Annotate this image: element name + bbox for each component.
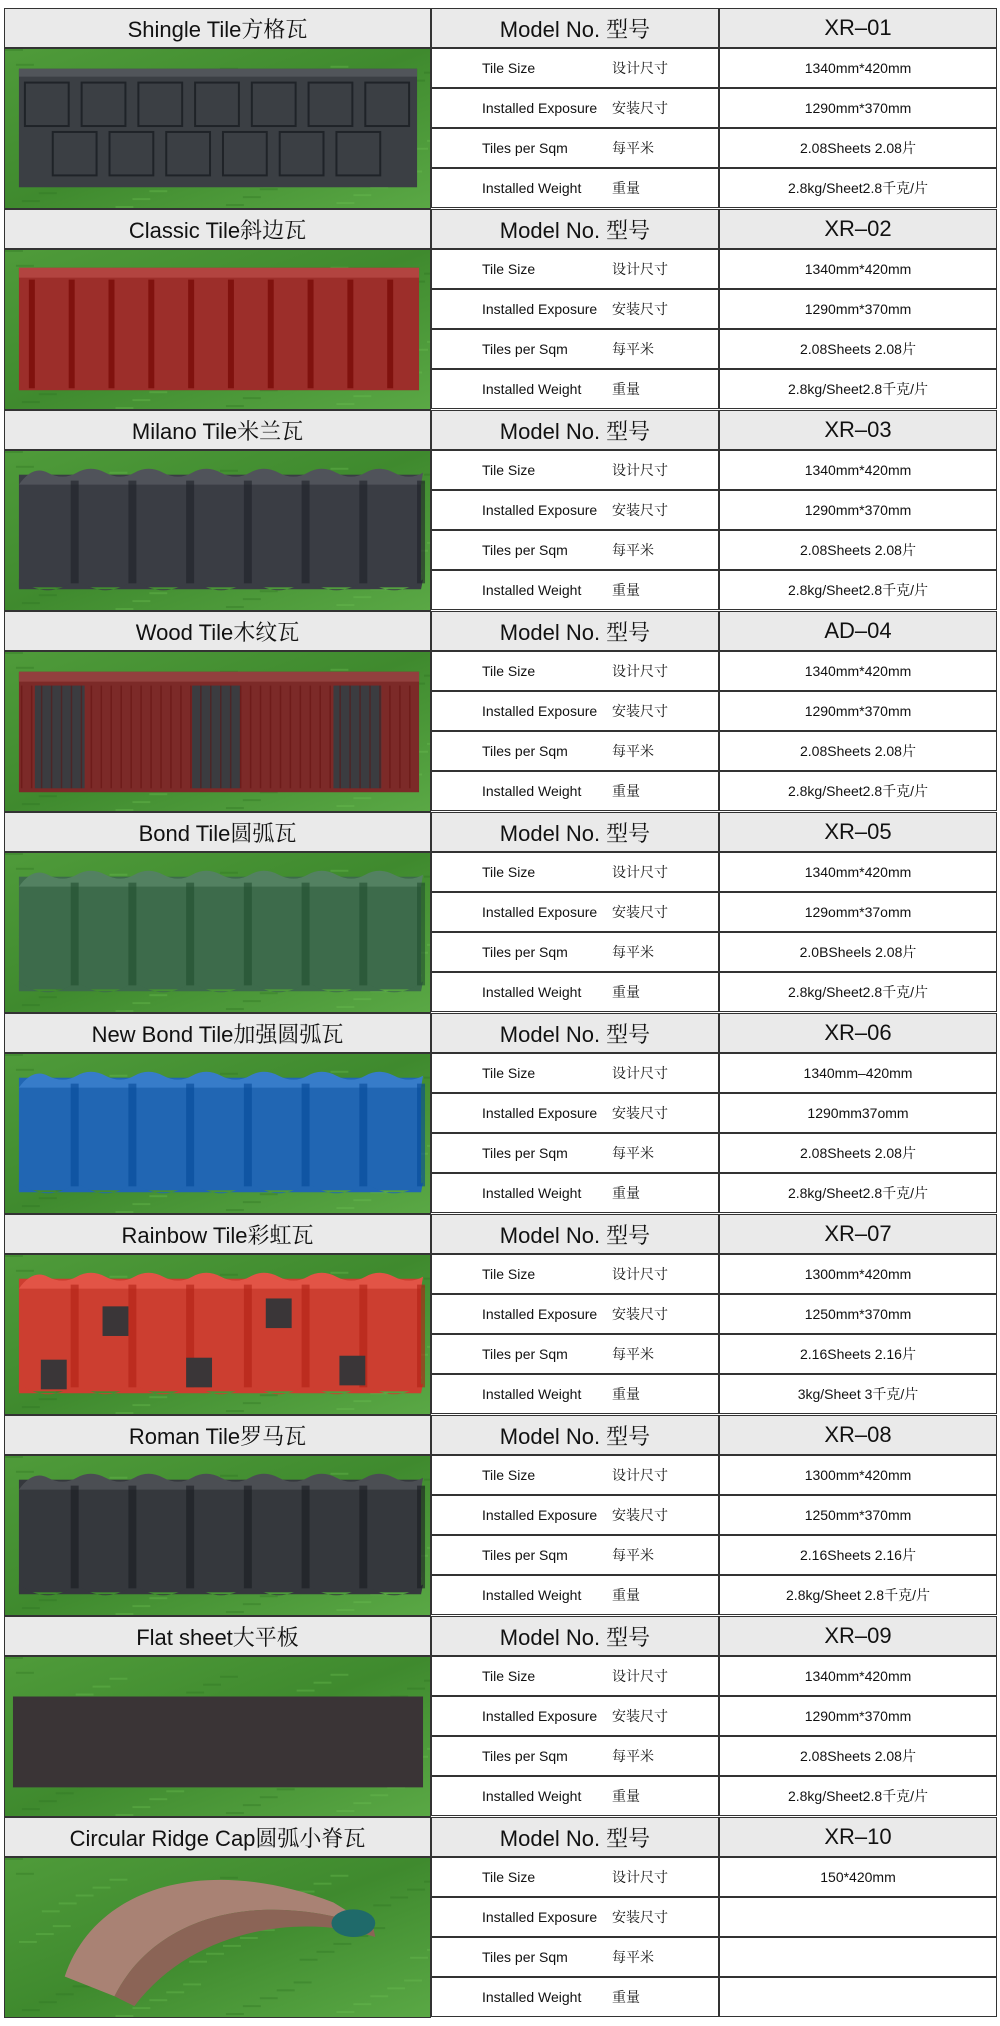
- spec-label: [431, 490, 719, 530]
- spec-value: 2.08Sheets 2.08片: [719, 1736, 997, 1776]
- spec-label: [431, 1977, 719, 2017]
- product-name: Wood Tile木纹瓦: [4, 611, 431, 651]
- spec-label-en: Tiles per Sqm: [482, 1949, 568, 1965]
- spec-label-en: Installed Weight: [482, 1989, 582, 2005]
- spec-label-en: Tile Size: [482, 1065, 536, 1081]
- spec-label-en: Installed Weight: [482, 1386, 582, 1402]
- model-number: XR–06: [719, 1013, 997, 1053]
- model-number: XR–01: [719, 8, 997, 48]
- spec-value: 1340mm*420mm: [719, 48, 997, 88]
- model-number: XR–03: [719, 410, 997, 450]
- product-name: Circular Ridge Cap圆弧小脊瓦: [4, 1817, 431, 1857]
- spec-label: [431, 1294, 719, 1334]
- spec-label-cn: 重量: [612, 1788, 640, 1804]
- model-number: AD–04: [719, 611, 997, 651]
- spec-label: [431, 128, 719, 168]
- spec-value: 2.08Sheets 2.08片: [719, 530, 997, 570]
- spec-label-en: Tiles per Sqm: [482, 1145, 568, 1161]
- spec-label-cn: 安装尺寸: [612, 1306, 668, 1322]
- spec-label: [431, 329, 719, 369]
- spec-value: 2.8kg/Sheet 2.8千克/片: [719, 1575, 997, 1615]
- spec-label-cn: 重量: [612, 984, 640, 1000]
- product-block: [4, 209, 997, 410]
- spec-label: [431, 1173, 719, 1213]
- spec-label-en: Tiles per Sqm: [482, 1748, 568, 1764]
- tile-photo: [4, 1254, 431, 1415]
- tile-photo: [4, 651, 431, 812]
- tile-image: [19, 69, 417, 188]
- spec-label: [431, 1374, 719, 1414]
- spec-label-cn: 安装尺寸: [612, 301, 668, 317]
- tile-image: [19, 1273, 425, 1394]
- spec-label-cn: 重量: [612, 1989, 640, 2005]
- spec-label-en: Tiles per Sqm: [482, 1346, 568, 1362]
- spec-label-cn: 重量: [612, 180, 640, 196]
- spec-value: 3kg/Sheet 3千克/片: [719, 1374, 997, 1414]
- tile-photo: [4, 1053, 431, 1214]
- spec-label: [431, 1736, 719, 1776]
- spec-label-cn: 每平米: [612, 743, 654, 759]
- spec-value: 2.8kg/Sheet2.8千克/片: [719, 168, 997, 208]
- spec-value: 2.08Sheets 2.08片: [719, 731, 997, 771]
- spec-label-cn: 每平米: [612, 341, 654, 357]
- spec-label: [431, 1093, 719, 1133]
- model-label: Model No. 型号: [431, 1415, 719, 1455]
- model-label: Model No. 型号: [431, 410, 719, 450]
- spec-label-en: Tile Size: [482, 1467, 536, 1483]
- spec-label: [431, 1696, 719, 1736]
- spec-label-en: Tile Size: [482, 1266, 536, 1282]
- spec-value: 1250mm*370mm: [719, 1495, 997, 1535]
- spec-label-en: Tile Size: [482, 663, 536, 679]
- spec-label-cn: 安装尺寸: [612, 904, 668, 920]
- product-block: [4, 812, 997, 1013]
- spec-value: 1300mm*420mm: [719, 1455, 997, 1495]
- spec-value: 2.0BSheels 2.08片: [719, 932, 997, 972]
- product-block: [4, 1616, 997, 1817]
- spec-label: [431, 1535, 719, 1575]
- tile-photo: [4, 450, 431, 611]
- spec-label-cn: 重量: [612, 1386, 640, 1402]
- spec-label: [431, 1455, 719, 1495]
- model-label: Model No. 型号: [431, 8, 719, 48]
- spec-label: [431, 852, 719, 892]
- tile-photo: [4, 1857, 431, 2018]
- spec-label-en: Installed Weight: [482, 1788, 582, 1804]
- spec-label-cn: 设计尺寸: [612, 1467, 668, 1483]
- product-block: [4, 1013, 997, 1214]
- product-name: Roman Tile罗马瓦: [4, 1415, 431, 1455]
- model-label: Model No. 型号: [431, 1817, 719, 1857]
- spec-label-cn: 安装尺寸: [612, 502, 668, 518]
- spec-label-en: Tiles per Sqm: [482, 944, 568, 960]
- spec-value: 2.16Sheets 2.16片: [719, 1334, 997, 1374]
- spec-label: [431, 1254, 719, 1294]
- spec-label: [431, 168, 719, 208]
- spec-label-en: Installed Weight: [482, 582, 582, 598]
- spec-value: 1340mm*420mm: [719, 852, 997, 892]
- spec-value: 2.08Sheets 2.08片: [719, 329, 997, 369]
- spec-label-cn: 设计尺寸: [612, 1065, 668, 1081]
- spec-label-cn: 安装尺寸: [612, 1708, 668, 1724]
- spec-label-cn: 安装尺寸: [612, 100, 668, 116]
- spec-label-en: Installed Weight: [482, 783, 582, 799]
- spec-label: [431, 369, 719, 409]
- product-name: Flat sheet大平板: [4, 1616, 431, 1656]
- spec-label-cn: 安装尺寸: [612, 1507, 668, 1523]
- spec-label: [431, 1133, 719, 1173]
- spec-label: [431, 289, 719, 329]
- spec-value: 1340mm*420mm: [719, 450, 997, 490]
- spec-label-en: Installed Weight: [482, 1185, 582, 1201]
- spec-label-en: Tiles per Sqm: [482, 542, 568, 558]
- spec-label-en: Tiles per Sqm: [482, 1547, 568, 1563]
- spec-label-cn: 每平米: [612, 140, 654, 156]
- tile-image: [19, 871, 425, 992]
- spec-label-en: Installed Exposure: [482, 100, 598, 116]
- spec-value: 1290mm*370mm: [719, 289, 997, 329]
- spec-value: 1340mm*420mm: [719, 249, 997, 289]
- tile-image: [13, 1697, 423, 1788]
- model-label: Model No. 型号: [431, 1214, 719, 1254]
- tile-image: [19, 268, 419, 390]
- spec-label: [431, 972, 719, 1012]
- spec-label-cn: 每平米: [612, 1949, 654, 1965]
- spec-label-cn: 设计尺寸: [612, 1668, 668, 1684]
- spec-label-en: Installed Exposure: [482, 904, 598, 920]
- spec-label-cn: 重量: [612, 381, 640, 397]
- spec-value: [719, 1977, 997, 2017]
- model-number: XR–09: [719, 1616, 997, 1656]
- model-label: Model No. 型号: [431, 812, 719, 852]
- product-block: [4, 1817, 997, 2018]
- tile-image: [19, 1474, 425, 1595]
- spec-label: [431, 1656, 719, 1696]
- model-label: Model No. 型号: [431, 209, 719, 249]
- spec-value: 2.8kg/Sheet2.8千克/片: [719, 570, 997, 610]
- spec-value: 2.8kg/Sheet2.8千克/片: [719, 1173, 997, 1213]
- spec-label: [431, 1575, 719, 1615]
- spec-label: [431, 771, 719, 811]
- spec-label: [431, 892, 719, 932]
- spec-label: [431, 1053, 719, 1093]
- spec-value: 1340mm*420mm: [719, 1656, 997, 1696]
- product-name: Shingle Tile方格瓦: [4, 8, 431, 48]
- spec-label-en: Installed Weight: [482, 381, 582, 397]
- spec-value: 1290mm37omm: [719, 1093, 997, 1133]
- spec-label-cn: 每平米: [612, 1346, 654, 1362]
- spec-label: [431, 1776, 719, 1816]
- product-name: Milano Tile米兰瓦: [4, 410, 431, 450]
- tile-image: [19, 672, 419, 792]
- spec-label: [431, 48, 719, 88]
- model-number: XR–08: [719, 1415, 997, 1455]
- spec-label: [431, 88, 719, 128]
- spec-value: 2.08Sheets 2.08片: [719, 128, 997, 168]
- spec-value: 2.16Sheets 2.16片: [719, 1535, 997, 1575]
- spec-label-en: Tile Size: [482, 1869, 536, 1885]
- tile-photo: [4, 852, 431, 1013]
- spec-label-en: Installed Exposure: [482, 1306, 598, 1322]
- model-number: XR–10: [719, 1817, 997, 1857]
- spec-label: [431, 530, 719, 570]
- spec-label-cn: 每平米: [612, 1547, 654, 1563]
- product-name: Rainbow Tile彩虹瓦: [4, 1214, 431, 1254]
- spec-value: 1290mm*370mm: [719, 490, 997, 530]
- spec-label-cn: 安装尺寸: [612, 1909, 668, 1925]
- model-number: XR–02: [719, 209, 997, 249]
- spec-label-cn: 安装尺寸: [612, 703, 668, 719]
- spec-label: [431, 450, 719, 490]
- spec-value: 1340mm–420mm: [719, 1053, 997, 1093]
- spec-label-en: Installed Exposure: [482, 301, 598, 317]
- tile-image: [19, 1072, 425, 1193]
- spec-value: 2.08Sheets 2.08片: [719, 1133, 997, 1173]
- spec-label: [431, 691, 719, 731]
- tile-photo: [4, 249, 431, 410]
- product-name: Bond Tile圆弧瓦: [4, 812, 431, 852]
- spec-label-cn: 重量: [612, 1587, 640, 1603]
- model-number: XR–05: [719, 812, 997, 852]
- product-name: New Bond Tile加强圆弧瓦: [4, 1013, 431, 1053]
- spec-label-en: Installed Exposure: [482, 1105, 598, 1121]
- product-block: [4, 611, 997, 812]
- spec-label-en: Tile Size: [482, 1668, 536, 1684]
- spec-label-en: Installed Weight: [482, 180, 582, 196]
- spec-value: 129omm*37omm: [719, 892, 997, 932]
- tile-photo: [4, 1656, 431, 1817]
- spec-label-en: Tiles per Sqm: [482, 341, 568, 357]
- spec-label-cn: 每平米: [612, 542, 654, 558]
- spec-label-cn: 每平米: [612, 1748, 654, 1764]
- spec-value: 1300mm*420mm: [719, 1254, 997, 1294]
- spec-label-cn: 每平米: [612, 1145, 654, 1161]
- spec-value: [719, 1897, 997, 1937]
- spec-label-cn: 重量: [612, 1185, 640, 1201]
- spec-label-en: Installed Exposure: [482, 1507, 598, 1523]
- tile-photo: [4, 1455, 431, 1616]
- spec-label-cn: 设计尺寸: [612, 864, 668, 880]
- model-label: Model No. 型号: [431, 1013, 719, 1053]
- spec-label-en: Tiles per Sqm: [482, 743, 568, 759]
- product-block: [4, 1415, 997, 1616]
- spec-label: [431, 1937, 719, 1977]
- spec-value: 150*420mm: [719, 1857, 997, 1897]
- model-label: Model No. 型号: [431, 1616, 719, 1656]
- spec-value: 1290mm*370mm: [719, 691, 997, 731]
- spec-label-en: Tile Size: [482, 462, 536, 478]
- spec-label-en: Installed Exposure: [482, 502, 598, 518]
- product-block: [4, 1214, 997, 1415]
- spec-label-en: Installed Exposure: [482, 1708, 598, 1724]
- spec-label-en: Tile Size: [482, 864, 536, 880]
- spec-label-cn: 设计尺寸: [612, 663, 668, 679]
- spec-label: [431, 731, 719, 771]
- spec-label: [431, 1897, 719, 1937]
- spec-label-cn: 设计尺寸: [612, 60, 668, 76]
- spec-value: 1290mm*370mm: [719, 88, 997, 128]
- model-label: Model No. 型号: [431, 611, 719, 651]
- spec-label: [431, 249, 719, 289]
- spec-value: 2.8kg/Sheet2.8千克/片: [719, 369, 997, 409]
- model-number: XR–07: [719, 1214, 997, 1254]
- spec-label: [431, 1495, 719, 1535]
- spec-label: [431, 932, 719, 972]
- spec-label-cn: 每平米: [612, 944, 654, 960]
- spec-label-cn: 设计尺寸: [612, 1869, 668, 1885]
- spec-label: [431, 1857, 719, 1897]
- spec-value: 2.8kg/Sheet2.8千克/片: [719, 1776, 997, 1816]
- spec-label-en: Installed Weight: [482, 984, 582, 1000]
- spec-value: 1290mm*370mm: [719, 1696, 997, 1736]
- spec-label-en: Tiles per Sqm: [482, 140, 568, 156]
- spec-value: 1250mm*370mm: [719, 1294, 997, 1334]
- spec-label-cn: 安装尺寸: [612, 1105, 668, 1121]
- spec-label-cn: 设计尺寸: [612, 1266, 668, 1282]
- spec-label-en: Tile Size: [482, 60, 536, 76]
- spec-label-en: Installed Weight: [482, 1587, 582, 1603]
- product-block: [4, 410, 997, 611]
- product-block: [4, 8, 997, 209]
- spec-label: [431, 570, 719, 610]
- product-name: Classic Tile斜边瓦: [4, 209, 431, 249]
- spec-label-cn: 重量: [612, 783, 640, 799]
- spec-label-en: Tile Size: [482, 261, 536, 277]
- spec-label: [431, 651, 719, 691]
- spec-label-cn: 重量: [612, 582, 640, 598]
- spec-value: 2.8kg/Sheet2.8千克/片: [719, 771, 997, 811]
- spec-label-en: Installed Exposure: [482, 1909, 598, 1925]
- spec-label: [431, 1334, 719, 1374]
- spec-label-en: Installed Exposure: [482, 703, 598, 719]
- spec-label-cn: 设计尺寸: [612, 261, 668, 277]
- spec-value: 2.8kg/Sheet2.8千克/片: [719, 972, 997, 1012]
- tile-photo: [4, 48, 431, 209]
- spec-value: 1340mm*420mm: [719, 651, 997, 691]
- spec-value: [719, 1937, 997, 1977]
- tile-image: [19, 469, 425, 590]
- spec-label-cn: 设计尺寸: [612, 462, 668, 478]
